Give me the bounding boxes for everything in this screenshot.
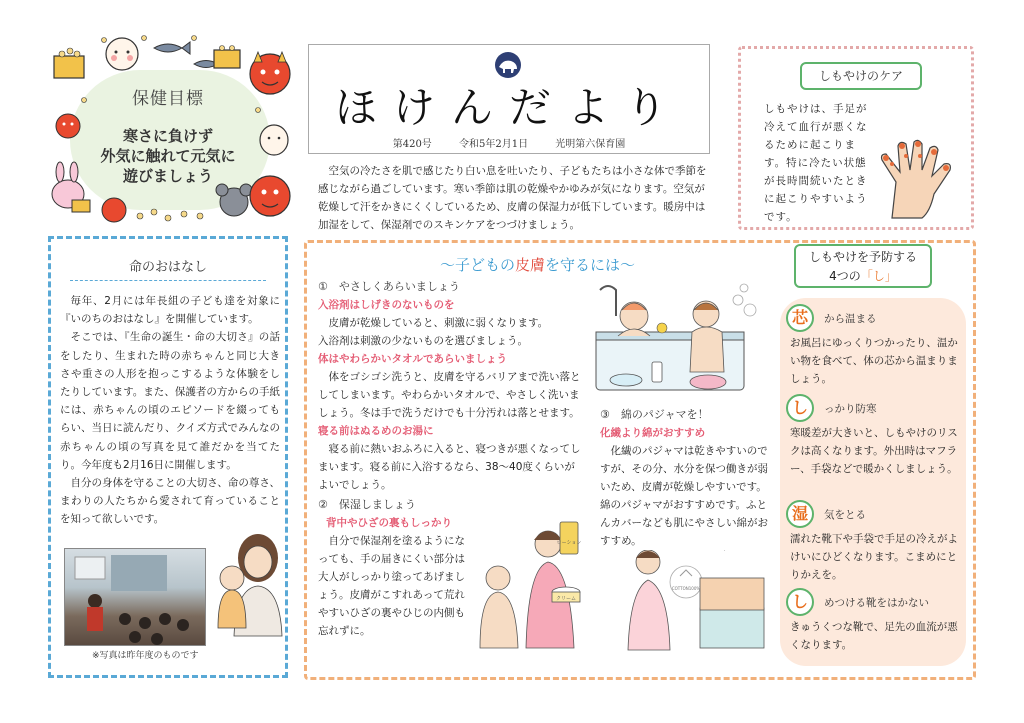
frostbite-care-text: しもやけは、手足が冷えて血行が悪くなるために起こります。特に冷たい状態が長時間続いたときに起こりやすいようです。 [764,103,868,223]
title-divider [70,280,266,281]
issue-date: 令和5年2月1日 [459,139,529,150]
life-story-title: 命のおはなし [128,260,207,275]
bath-illustration [588,280,774,402]
sardine-icon [154,42,190,54]
frostbitten-hand-icon [872,138,962,224]
prevention-item [786,394,962,478]
prevention-label: めつける靴をはかない [824,596,929,609]
goal-line: 寒さに負けず [122,127,213,145]
life-story-text [60,292,280,529]
prevention-text: きゅうくつな靴で、足先の血流が悪くなります。 [790,621,958,651]
section-moisturize: ② 保湿しましょう 背中やひざの裏もしっかり 自分で保湿剤を塗るようになっても、手の届きにくい部分は大人がしっかり塗ってあげましょう。皮膚がこすれあって荒れやすいひざの裏やひじの内側も忘れずに。 [318,496,468,640]
masthead [308,44,710,154]
prevention-title: しもやけを予防する 4つの「し」 [794,244,932,288]
photo-caption: ※写真は昨年度のものです [92,651,199,661]
nursery-name: 光明第六保育園 [555,139,626,150]
cream-label: クリーム [555,596,577,602]
section-heading: ② 保湿しましょう [318,498,416,511]
section-subheading: 寝る前はぬるめのお湯に [318,425,434,437]
shi-badge: し [786,588,814,616]
shi-badge: 湿 [786,500,814,528]
skin-care-title: 〜子どもの皮膚を守るには〜 [440,256,636,274]
red-oni-icon [250,52,290,94]
red-oni-icon [102,198,126,222]
bunny-icon [52,162,90,212]
prevention-item [786,588,962,654]
section-heading: ③ 綿のパジャマを！ [600,408,709,421]
setsubun-decoration [44,30,292,226]
pajama-illustration [604,550,774,660]
prevention-text: お風呂にゆっくりつかったり、温かい物を食べて、体の芯から温まりましょう。 [790,337,958,385]
mother-and-baby-illustration [208,528,284,638]
prevention-label: 気をとる [824,508,866,521]
prevention-label: っかり防寒 [824,402,877,415]
moisturizing-illustration [470,520,590,654]
issue-info [309,135,709,150]
life-story-paragraph: 毎年、2月には年長組の子ども達を対象に『いのちのおはなし』を開催しています。 [60,295,280,326]
section-subheading: 体はやわらかいタオルであらいましょう [318,353,507,365]
frostbite-care-title: しもやけのケア [800,62,922,90]
photo-scene [65,549,207,647]
section-cotton-pajamas: ③ 綿のパジャマを！ 化繊より綿がおすすめ 化繊のパジャマは乾きやすいのですが、その分、水分を保つ働きが弱いため、皮膚が乾燥しやすいです。綿のパジャマがおすすめです。ふとんカバーなども肌にやさしい綿がおすすめ。 [600,408,768,547]
section-subheading: 背中やひざの裏もしっかり [326,517,452,529]
event-photo [64,548,206,646]
bean-box-icon [214,46,240,69]
shi-badge: し [786,394,814,422]
lotion-label: ローション [556,540,582,546]
goal-title: 保健目標 [132,89,204,109]
bean-box-icon [54,48,84,78]
prevention-text: 濡れた靴下や手袋で手足の冷えがよけいにひどくなります。こまめにとりかえを。 [790,533,958,581]
intro-paragraph: 空気の冷たさを肌で感じたり白い息を吐いたり、子どもたちは小さな体で季節を感じながら過ごしています。寒い季節は肌の乾燥やかゆみが気になります。空気が乾燥して汗をかきにくくしているため、皮膚の保湿力が低下しています。暖房中は加湿をして、保湿剤でのスキンケアをつづけましょう。 [318,165,707,231]
mouse-icon [216,184,252,216]
section-heading: ① やさしくあらいましょう [318,280,460,293]
life-story-paragraph: そこでは、『生命の誕生・命の大切さ』の話をしたり、生まれた時の赤ちゃんと同じ大きさや重さの人形を抱っこするような体験をしたりしています。また、保護者の方からの手紙には、赤ちゃんの頃のエピソードを綴ってもらい、当日に読んだり、クイズ方式でみんなの赤ちゃんの頃の写真を見て誰だかを当てたり。今年度も2月16日に開催します。 [60,331,280,471]
prevention-item [786,500,962,584]
life-story-paragraph: 自分の身体を守ることの大切さ、命の尊さ、まわりの人たちから愛されて育っていることを知って欲しいです。 [60,477,280,526]
red-oni-icon [56,114,80,138]
section-wash-gently: ① やさしくあらいましょう 入浴剤はしげきのないものを 皮膚が乾燥していると、刺激に弱くなります。 入浴剤は刺激の少ないものを選びましょう。 体はやわらかいタオルであらいましょう 体をゴシゴシ洗うと、皮膚を守るバリアまで洗い落としてしまいます。やわらかいタオルで、やさしく洗いましょう。冬は手で洗うだけでも十分汚れは落とせます。 寝る前はぬるめのお湯に 寝る前に熱いおふろに入ると、寝つきが悪くなってしまいます。寝る前に入浴するなら、38〜40度くらいがよいでしょう。 [318,280,581,491]
red-oni-icon [250,176,290,216]
prevention-text: 寒暖差が大きいと、しもやけのリスクは高くなります。外出時はマフラー、手袋などで暖かくしましょう。 [790,427,958,475]
goal-line: 外気に触れて元気に [100,147,236,165]
health-goal-card [44,30,292,226]
prevention-label: から温まる [824,312,877,325]
issue-number: 第420号 [392,139,432,150]
okame-mask-icon [106,38,138,70]
section-subheading: 化繊より綿がおすすめ [600,427,706,439]
prevention-item [786,304,962,388]
shi-badge: 芯 [786,304,814,332]
okame-mask-icon [260,125,288,155]
cotton-label: COTTON100% [671,586,701,591]
section-subheading: 入浴剤はしげきのないものを [318,299,455,311]
newsletter-title: ほけんだより [334,83,683,132]
goal-line: 遊びましょう [122,167,213,185]
